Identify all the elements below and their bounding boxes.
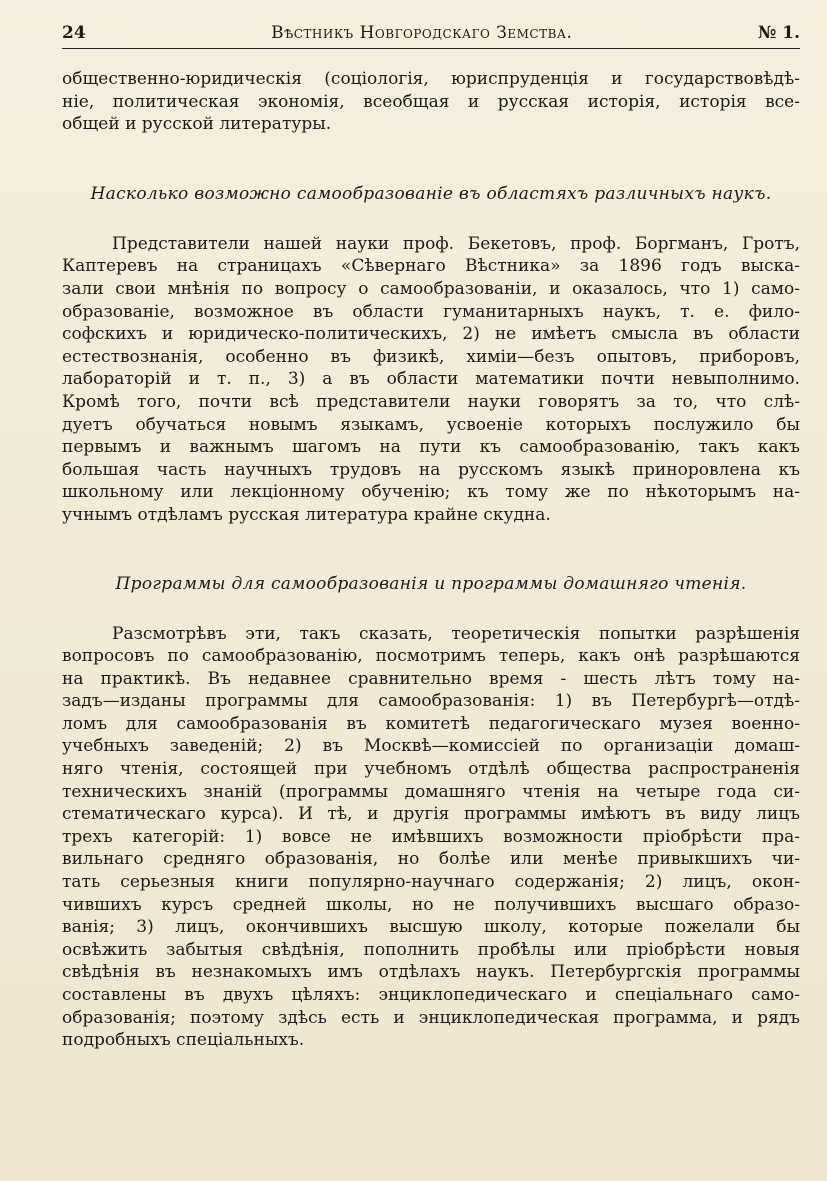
text-line: на практикѣ. Въ недавнее сравнительно время - шесть лѣтъ тому на- — [62, 668, 800, 689]
text-line: Представители нашей науки проф. Бекетовъ, проф. Боргманъ, Гротъ, — [112, 233, 800, 254]
text-line: составлены въ двухъ цѣляхъ: энциклопедическаго и спеціальнаго само- — [62, 985, 800, 1005]
text-line: стематическаго курса). И тѣ, и другія программы имѣютъ въ виду лицъ — [62, 804, 800, 825]
paragraph-programs — [62, 623, 800, 1052]
text-line: вильнаго средняго образованія, но болѣе или менѣе привыкшихъ чи- — [62, 849, 800, 870]
text-line: освѣжить забытыя свѣдѣнія, пополнить пробѣлы или пріобрѣсти новыя — [62, 939, 800, 960]
text-line: учебныхъ заведеній; 2) въ Москвѣ—комиссіей по организаціи домаш- — [62, 736, 800, 757]
text-line: свѣдѣнія въ незнакомыхъ имъ отдѣлахъ наукъ. Петербургскія программы — [62, 962, 800, 983]
text-line: образованія; поэтому здѣсь есть и энциклопедическая программа, и рядъ — [62, 1007, 800, 1028]
text-line: задъ—изданы программы для самообразованія: 1) въ Петербургѣ—отдѣ- — [62, 691, 800, 712]
text-line: ніе, политическая экономія, всеобщая и русская исторія, исторія все- — [62, 91, 800, 112]
text-line: Каптеревъ на страницахъ «Сѣвернаго Вѣстника» за 1896 годъ выска- — [62, 256, 800, 277]
text-line: чившихъ курсъ средней школы, но не получившихъ высшаго образо- — [62, 894, 800, 915]
running-header — [62, 22, 800, 49]
text-line: трехъ категорій: 1) вовсе не имѣвшихъ возможности пріобрѣсти пра- — [62, 826, 800, 847]
text-line: ванія; 3) лицъ, окончившихъ высшую школу, которые пожелали бы — [62, 917, 800, 938]
text-line: зали свои мнѣнія по вопросу о самообразованіи, и оказалось, что 1) само- — [62, 278, 800, 299]
text-line: учнымъ отдѣламъ русская литература крайне скудна. — [62, 504, 551, 525]
text-line: лабораторій и т. п., 3) а въ области математики почти невыполнимо. — [62, 369, 800, 390]
text-line: софскихъ и юридическо-политическихъ, 2) не имѣетъ смысла въ области — [62, 324, 800, 345]
text-line: общей и русской литературы. — [62, 114, 332, 135]
text-line: школьному или лекціонному обученію; къ тому же по нѣкоторымъ на- — [62, 482, 800, 503]
text-line: ломъ для самообразованія въ комитетѣ педагогическаго музея военно- — [62, 713, 800, 734]
text-line: подробныхъ спеціальныхъ. — [62, 1030, 305, 1051]
text-line: дуетъ обучаться новымъ языкамъ, усвоеніе которыхъ послужило бы — [62, 414, 800, 435]
page-number: 24 — [62, 23, 86, 43]
journal-title: Вѣстникъ Новгородскаго Земства. — [271, 23, 573, 43]
text-line: Разсмотрѣвъ эти, такъ сказать, теоретическія попытки разрѣшенія — [112, 623, 800, 644]
issue-number: № 1. — [757, 23, 800, 43]
text-line: техническихъ знаній (программы домашняго чтенія на четыре года си- — [62, 781, 800, 802]
text-line: Кромѣ того, почти всѣ представители науки говорятъ за то, что слѣ- — [62, 391, 800, 412]
text-line: первымъ и важнымъ шагомъ на пути къ самообразованію, такъ какъ — [62, 437, 800, 458]
text-line: няго чтенія, состоящей при учебномъ отдѣлѣ общества распространенія — [62, 759, 800, 780]
text-line: тать серьезныя книги популярно-научнаго содержанія; 2) лицъ, окон- — [62, 872, 800, 893]
text-line: общественно-юридическія (соціологія, юриспруденція и государствовѣдѣ- — [62, 69, 800, 89]
section-heading-programs: Программы для самообразованія и программы домашняго чтенія. — [115, 573, 747, 594]
text-line: естествознанія, особенно въ физикѣ, химіи—безъ опытовъ, приборовъ, — [62, 346, 800, 367]
paragraph-continuation — [62, 68, 800, 136]
section-heading-self-education-fields: Насколько возможно самообразованіе въ областяхъ различныхъ наукъ. — [90, 183, 772, 204]
text-line: большая часть научныхъ трудовъ на русскомъ языкѣ приноровлена къ — [62, 459, 800, 480]
paragraph-scientists-opinions — [62, 233, 800, 527]
text-line: вопросовъ по самообразованію, посмотримъ теперь, какъ онѣ разрѣшаются — [62, 646, 800, 667]
text-line: образованіе, возможное въ области гуманитарныхъ наукъ, т. е. фило- — [62, 301, 800, 322]
